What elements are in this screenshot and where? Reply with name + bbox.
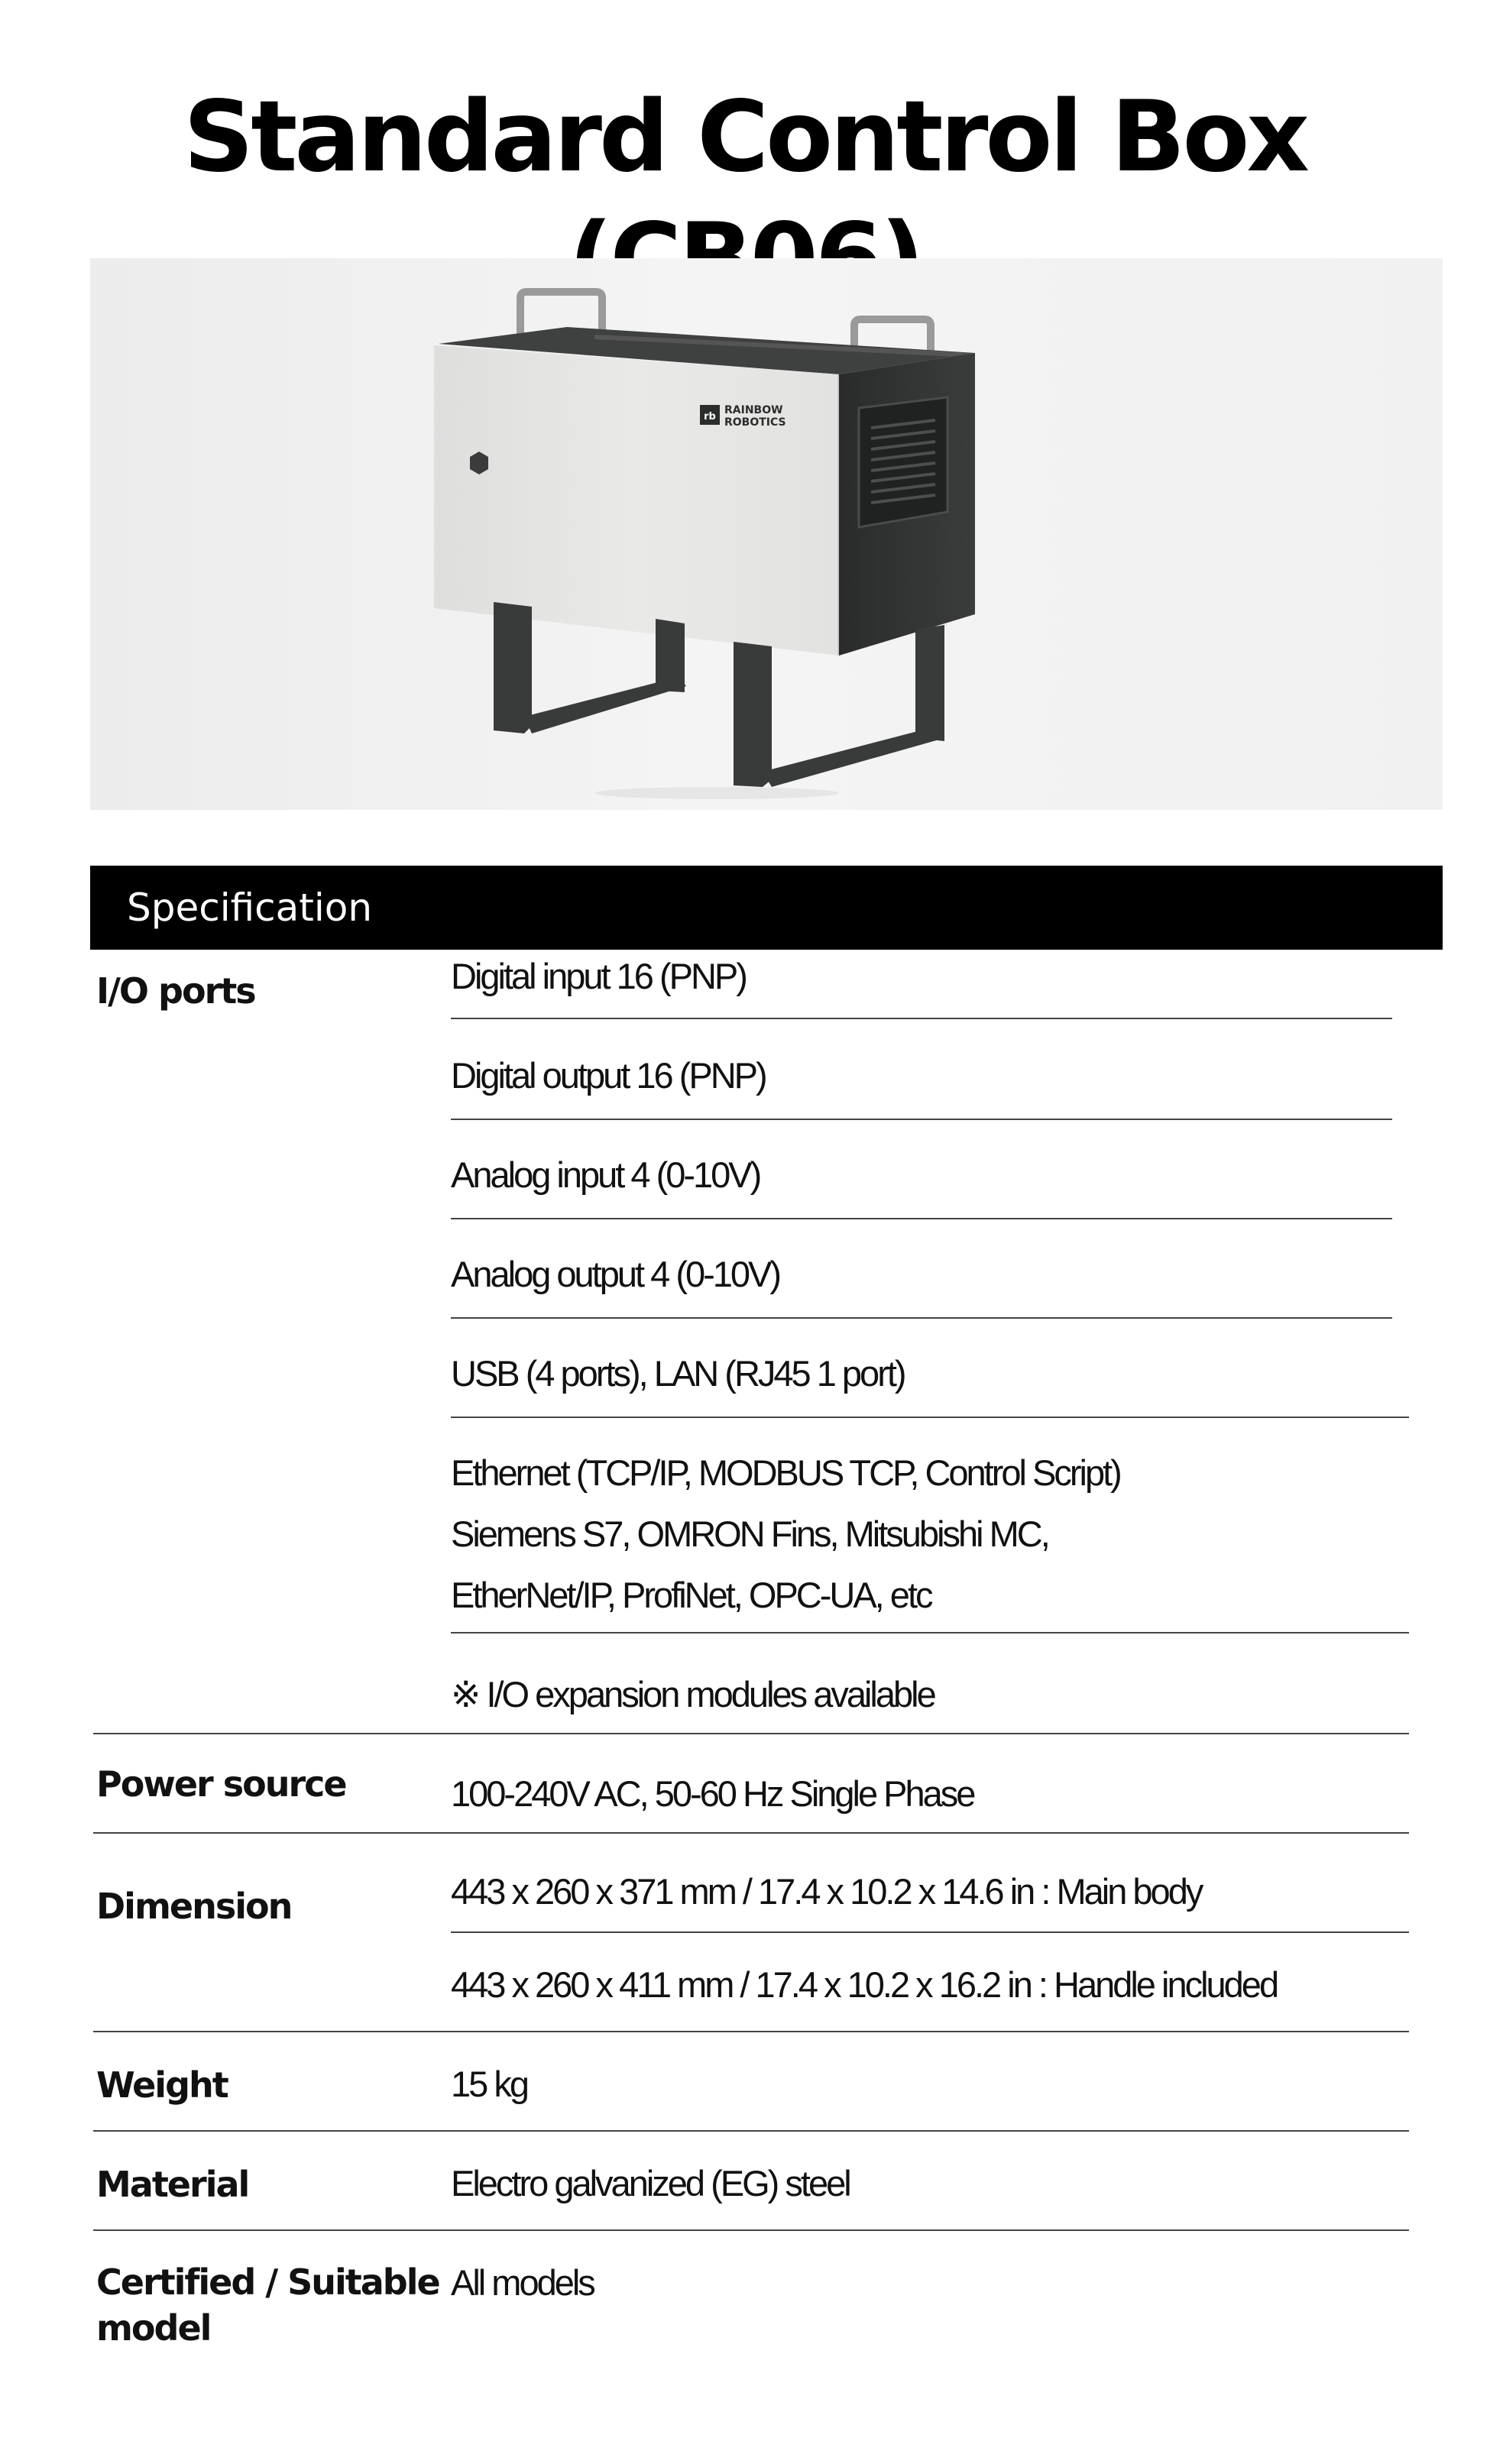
row-divider — [93, 2031, 1409, 2032]
dimension-main-body: 443 x 260 x 371 mm / 17.4 x 10.2 x 14.6 in : Main body — [451, 1871, 1202, 1912]
specification-title: Specification — [127, 886, 373, 930]
svg-text:RAINBOW: RAINBOW — [724, 404, 783, 416]
io-ports-label: I/O ports — [96, 970, 255, 1012]
control-box-illustration — [90, 258, 1443, 810]
power-source-value: 100-240V AC, 50-60 Hz Single Phase — [451, 1773, 974, 1814]
io-item: USB (4 ports), LAN (RJ45 1 port) — [451, 1353, 905, 1394]
certified-label-line1: Certified / Suitable — [96, 2262, 439, 2303]
page-title: Standard Control Box — [183, 80, 1307, 194]
io-expansion-note: ※ I/O expansion modules available — [451, 1674, 934, 1714]
certified-label-line2: model — [96, 2307, 211, 2349]
material-value: Electro galvanized (EG) steel — [451, 2163, 850, 2203]
row-divider — [93, 2229, 1409, 2231]
power-source-label: Power source — [96, 1763, 346, 1805]
dimension-label: Dimension — [96, 1886, 292, 1927]
material-label: Material — [96, 2164, 249, 2205]
io-item: Digital output 16 (PNP) — [451, 1055, 766, 1096]
divider — [451, 1018, 1392, 1019]
io-protocols-line: EtherNet/IP, ProfiNet, OPC-UA, etc — [451, 1575, 931, 1615]
svg-text:ROBOTICS: ROBOTICS — [724, 416, 786, 429]
row-divider — [93, 2130, 1409, 2132]
divider — [451, 1931, 1409, 1933]
weight-value: 15 kg — [451, 2064, 527, 2104]
weight-label: Weight — [96, 2064, 228, 2106]
divider — [451, 1218, 1392, 1219]
io-item: Analog input 4 (0-10V) — [451, 1154, 760, 1195]
row-divider — [93, 1733, 1409, 1734]
row-divider — [93, 1832, 1409, 1834]
specification-header — [90, 866, 1443, 950]
divider — [451, 1317, 1392, 1319]
certified-value: All models — [451, 2262, 594, 2303]
io-item: Digital input 16 (PNP) — [451, 956, 746, 996]
product-image — [90, 258, 1443, 810]
dimension-handle-included: 443 x 260 x 411 mm / 17.4 x 10.2 x 16.2 in : Handle included — [451, 1964, 1278, 2005]
io-protocols-line: Siemens S7, OMRON Fins, Mitsubishi MC, — [451, 1514, 1048, 1554]
io-item: Analog output 4 (0-10V) — [451, 1254, 780, 1294]
divider — [451, 1119, 1392, 1120]
divider — [451, 1632, 1409, 1633]
svg-text:rb: rb — [704, 411, 716, 423]
divider — [451, 1417, 1409, 1418]
io-protocols-line: Ethernet (TCP/IP, MODBUS TCP, Control Script) — [451, 1452, 1120, 1493]
